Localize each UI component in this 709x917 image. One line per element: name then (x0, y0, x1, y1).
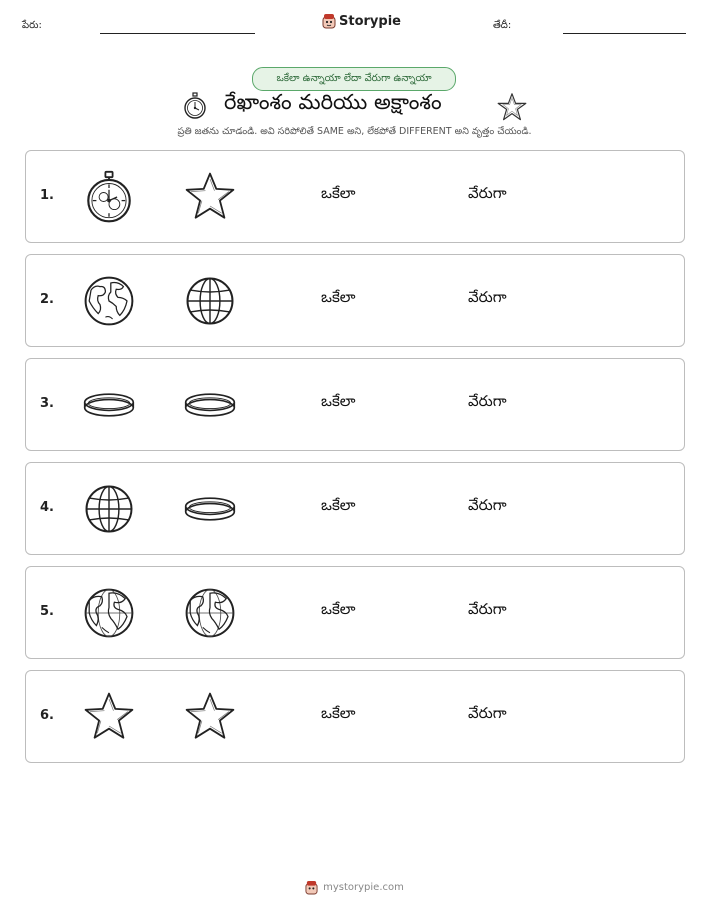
date-label: తేదీ: (493, 20, 512, 31)
tagline-badge: ఒకేలా ఉన్నాయా లేదా వేరుగా ఉన్నాయా (252, 67, 456, 91)
stopwatch-icon (183, 92, 207, 120)
ring-icon (183, 378, 237, 432)
earth-globe-icon (82, 274, 136, 328)
different-option[interactable]: వేరుగా (468, 496, 507, 514)
footer (0, 880, 709, 895)
question-number: 3. (40, 396, 54, 411)
ring-icon (82, 378, 136, 432)
latitude-longitude-globe-icon (183, 274, 237, 328)
star-icon (497, 92, 527, 122)
question-row-6 (25, 670, 685, 763)
earth-globe-icon (82, 586, 136, 640)
same-option[interactable]: ఒకేలా (321, 496, 356, 514)
brand-logo (322, 13, 401, 29)
same-option[interactable]: ఒకేలా (321, 288, 356, 306)
question-number: 1. (40, 188, 54, 203)
different-option[interactable]: వేరుగా (468, 600, 507, 618)
question-row-5 (25, 566, 685, 659)
different-option[interactable]: వేరుగా (468, 392, 507, 410)
question-number: 6. (40, 708, 54, 723)
storypie-mascot-icon (305, 880, 318, 895)
stopwatch-icon (82, 170, 136, 224)
name-line[interactable] (100, 33, 255, 34)
question-row-4 (25, 462, 685, 555)
date-line[interactable] (563, 33, 686, 34)
title-row (0, 90, 709, 122)
question-row-3 (25, 358, 685, 451)
question-number: 2. (40, 292, 54, 307)
star-icon (82, 690, 136, 744)
different-option[interactable]: వేరుగా (468, 288, 507, 306)
question-row-1 (25, 150, 685, 243)
earth-globe-icon (183, 586, 237, 640)
question-number: 5. (40, 604, 54, 619)
different-option[interactable]: వేరుగా (468, 184, 507, 202)
same-option[interactable]: ఒకేలా (321, 704, 356, 722)
question-number: 4. (40, 500, 54, 515)
footer-link[interactable]: mystorypie.com (323, 882, 404, 893)
name-label: పేరు: (22, 20, 42, 31)
star-icon (183, 170, 237, 224)
ring-icon (183, 482, 237, 536)
storypie-mascot-icon (322, 13, 336, 29)
page-title: రేఖాంశం మరియు అక్షాంశం (224, 90, 442, 114)
instructions: ప్రతి జతను చూడండి. అవి సరిపోలితే SAME అని, లేకపోతే DIFFERENT అని వృత్తం చేయండి. (177, 126, 532, 137)
star-icon (183, 690, 237, 744)
latitude-longitude-globe-icon (82, 482, 136, 536)
same-option[interactable]: ఒకేలా (321, 600, 356, 618)
same-option[interactable]: ఒకేలా (321, 184, 356, 202)
same-option[interactable]: ఒకేలా (321, 392, 356, 410)
brand-name: Storypie (339, 13, 401, 29)
question-row-2 (25, 254, 685, 347)
different-option[interactable]: వేరుగా (468, 704, 507, 722)
worksheet-header (0, 0, 709, 40)
